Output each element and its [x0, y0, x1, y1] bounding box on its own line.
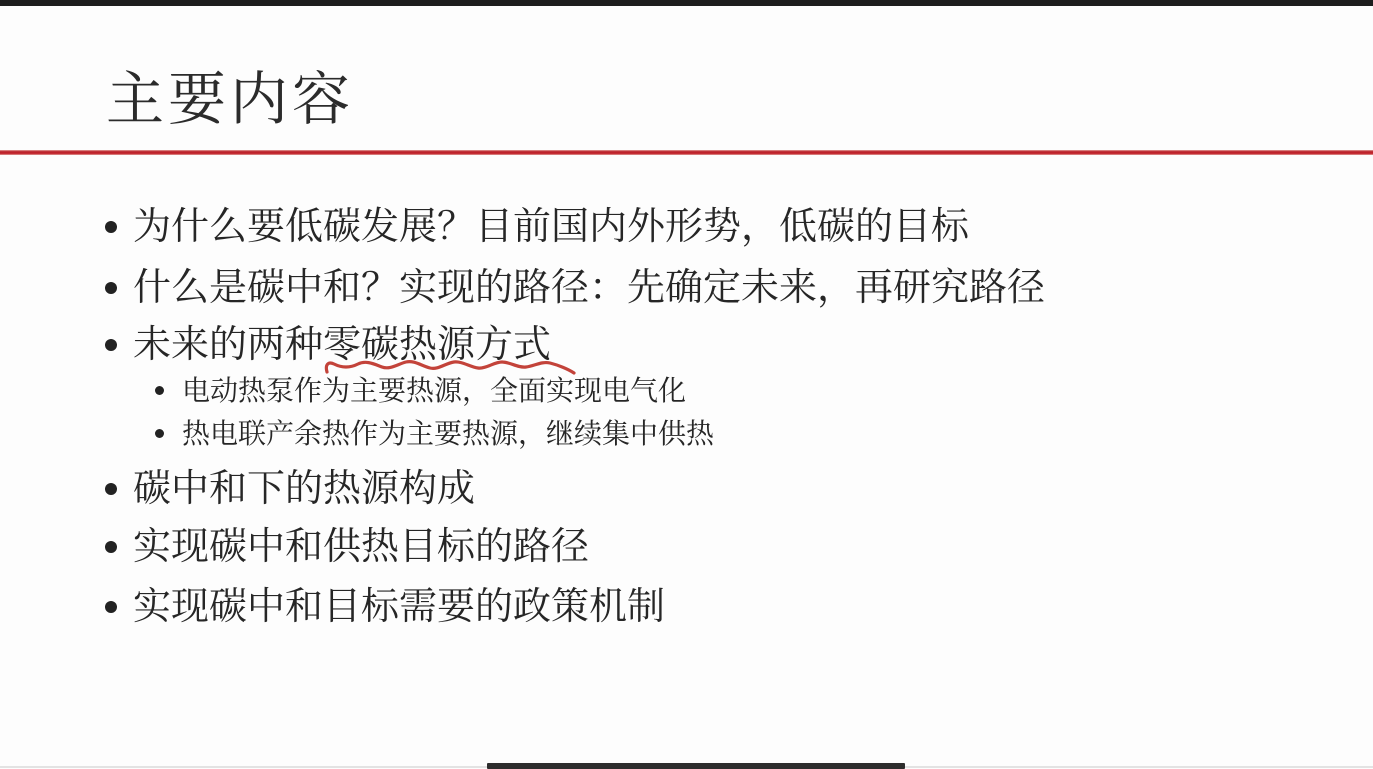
bullet-item: [105, 583, 665, 631]
title-divider-rule: [0, 150, 1373, 155]
bullet-dot: [105, 483, 117, 495]
bullet-item: [105, 523, 589, 571]
bullet-item: [105, 264, 1045, 312]
bullet-item: [155, 415, 714, 453]
bullet-text: 实现碳中和供热目标的路径: [133, 526, 590, 568]
bullet-dot: [105, 221, 117, 233]
bullet-dot: [105, 282, 117, 294]
red-wavy-underline-annotation: [322, 352, 580, 378]
bullet-dot: [105, 339, 117, 351]
slide-title: 主要内容: [106, 67, 355, 132]
bottom-player-strip: [487, 763, 905, 769]
bullet-text: 未来的两种零碳热源方式: [133, 324, 552, 366]
bullet-dot: [105, 541, 117, 553]
bullet-dot: [105, 601, 117, 613]
bullet-dot: [155, 429, 164, 438]
bullet-text: 电动热泵作为主要热源，全面实现电气化: [182, 375, 687, 406]
bullet-text: 热电联产余热作为主要热源，继续集中供热: [182, 418, 715, 449]
bullet-text: 为什么要低碳发展？目前国内外形势，低碳的目标: [133, 206, 970, 248]
letterbox-top-bar: [0, 0, 1373, 6]
bullet-text: 什么是碳中和？实现的路径：先确定未来，再研究路径: [133, 267, 1046, 309]
bullet-item: [105, 465, 475, 513]
bullet-dot: [155, 386, 164, 395]
bullet-item: [105, 203, 969, 251]
bullet-text: 碳中和下的热源构成: [133, 468, 476, 510]
bullet-text: 实现碳中和目标需要的政策机制: [133, 586, 666, 628]
